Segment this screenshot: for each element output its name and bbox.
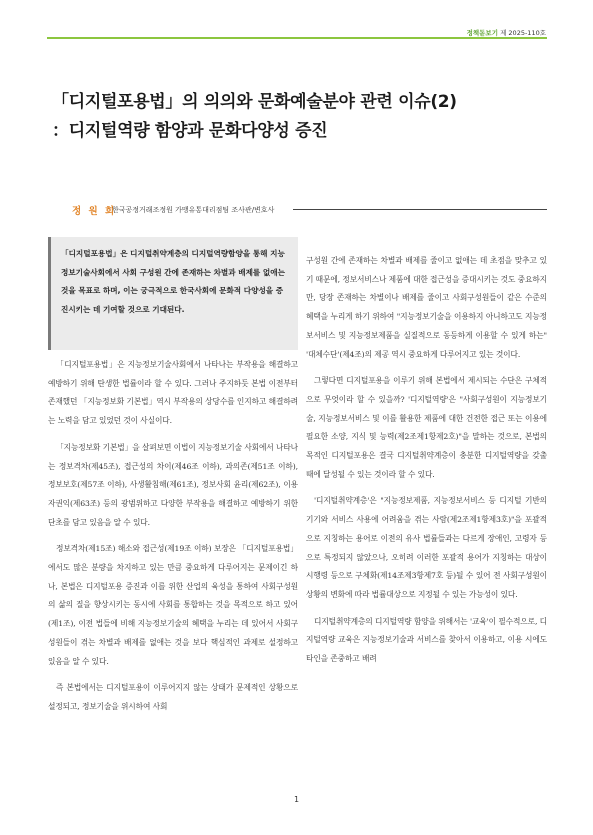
paragraph: '디지털취약계층'은 "지능정보제품, 지능정보서비스 등 디지털 기반의 기기와 서비스 사용에 어려움을 겪는 사람(제2조제1항제3호)"을 포괄적으로 지칭하는 용어로 이전의 유사 법률들과는 다르게 장애인, 고령자 등으로 특정되지 않았으나, 오히려 이러한 포괄적 용어가 지칭하는 대상이 시행령 등으로 구체화(제14조제3항제7호 등)될 수 있어 전 사회구성원이 상황의 변화에 따라 법률대상으로 지정될 수 있는 가능성이 있다. <box>306 496 547 599</box>
paragraph: 즉 본법에서는 디지털포용이 이루어지지 않는 상태가 문제적인 상황으로 설정되고, 정보기술을 위시하여 사회 <box>48 683 298 711</box>
paragraph: 구성원 간에 존재하는 차별과 배제를 줄이고 없애는 데 초점을 맞추고 있기 때문에, 정보서비스나 제품에 대한 접근성을 증대시키는 것도 중요하지만, 당장 존재하는 차별이나 배제를 줄이고 사회구성원들이 같은 수준의 혜택을 누리게 하기 위하여 "지능정보기술을 이용하지 아니하고도 지능정보서비스 및 지능정보제품을 실질적으로 동등하게 이용할 수 있게 하는" '대체수단'(제4조)의 제공 역시 중요하게 다루어지고 있는 것이다. <box>306 256 547 359</box>
body-column-left <box>48 356 298 725</box>
paragraph: 그렇다면 디지털포용을 이루기 위해 본법에서 제시되는 수단은 구체적으로 무엇이라 할 수 있을까? '디지털역량'은 "사회구성원이 지능정보기술, 지능정보서비스 및 이를 활용한 제품에 대한 건전한 접근 또는 이용에 필요한 소양, 지식 및 능력(제2조제1항제2호)"을 말하는 것으로, 본법의 목적인 디지털포용은 결국 디지털취약계층이 충분한 디지털역량을 갖출 때에 달성될 수 있는 것이라 할 수 있다. <box>306 376 547 479</box>
paragraph: 디지털취약계층의 디지털역량 함양을 위해서는 '교육'이 필수적으로, 디지털역량 교육은 지능정보기술과 서비스를 찾아서 이용하고, 이용 시에도 타인을 존중하고 배려 <box>306 616 547 664</box>
issue-label <box>467 28 546 37</box>
title-line-2: ：디지털역량 함양과 문화다양성 증진 <box>52 121 328 141</box>
page-number: 1 <box>293 795 300 804</box>
page-title <box>52 88 552 146</box>
header-rule <box>47 37 547 39</box>
paragraph: 정보격차(제15조) 해소와 접근성(제19조 이하) 보장은 「디지털포용법」에서도 많은 분량을 차지하고 있는 만큼 중요하게 다루어지는 문제이긴 하나, 본법은 디지털포용 증진과 이를 위한 산업의 육성을 통하여 사회구성원의 삶의 질을 향상시키는 동시에 사회를 통합하는 것을 목적으로 하고 있어(제1조), 이전 법들에 비해 지능정보기술의 혜택을 누리는 데 있어서 사회구성원들이 겪는 차별과 배제를 없애는 것을 보다 핵심적인 과제로 설정하고 있음을 알 수 있다. <box>48 544 298 666</box>
series-brand: 정책돋보기 <box>466 29 498 37</box>
paragraph: 「디지털포용법」은 지능정보기술사회에서 나타나는 부작용을 해결하고 예방하기 위해 탄생한 법률이라 할 수 있다. 그러나 주지하듯 본법 이전부터 존재했던 「지능정보화 기본법」역시 부작용의 상당수를 인지하고 해결하려는 노력을 담고 있었던 것이 사실이다. <box>48 360 298 426</box>
paragraph: 「지능정보화 기본법」을 살펴보면 이법이 지능정보기술 사회에서 나타나는 정보격차(제45조), 접근성의 차이(제46조 이하), 과의존(제51조 이하), 정보보호(제57조 이하), 사생활침해(제61조), 정보사회 윤리(제62조), 이용자권익(제63조) 등의 광범위하고 다양한 부작용을 해결하고 예방하기 위한 단초를 담고 있음을 알 수 있다. <box>48 442 298 527</box>
author-divider <box>293 209 547 210</box>
author-name: 정 원 희 <box>72 206 117 217</box>
abstract-box: 「디지털포용법」은 디지털취약계층의 디지털역량함양을 통해 지능정보기술사회에서 사회 구성원 간에 존재하는 차별과 배제를 없애는 것을 목표로 하며, 이는 궁극적으로 한국사회에 문화적 다양성을 증진시키는 데 기여할 것으로 기대된다. <box>48 237 298 350</box>
title-line-1: 「디지털포용법」의 의의와 문화예술분야 관련 이슈(2) <box>52 92 457 112</box>
body-column-right <box>306 252 547 677</box>
author-affiliation: 한국공정거래조정원 가맹유통대리점팀 조사관/변호사 <box>112 206 275 214</box>
issue-number: 제 2025-110호 <box>500 29 546 37</box>
